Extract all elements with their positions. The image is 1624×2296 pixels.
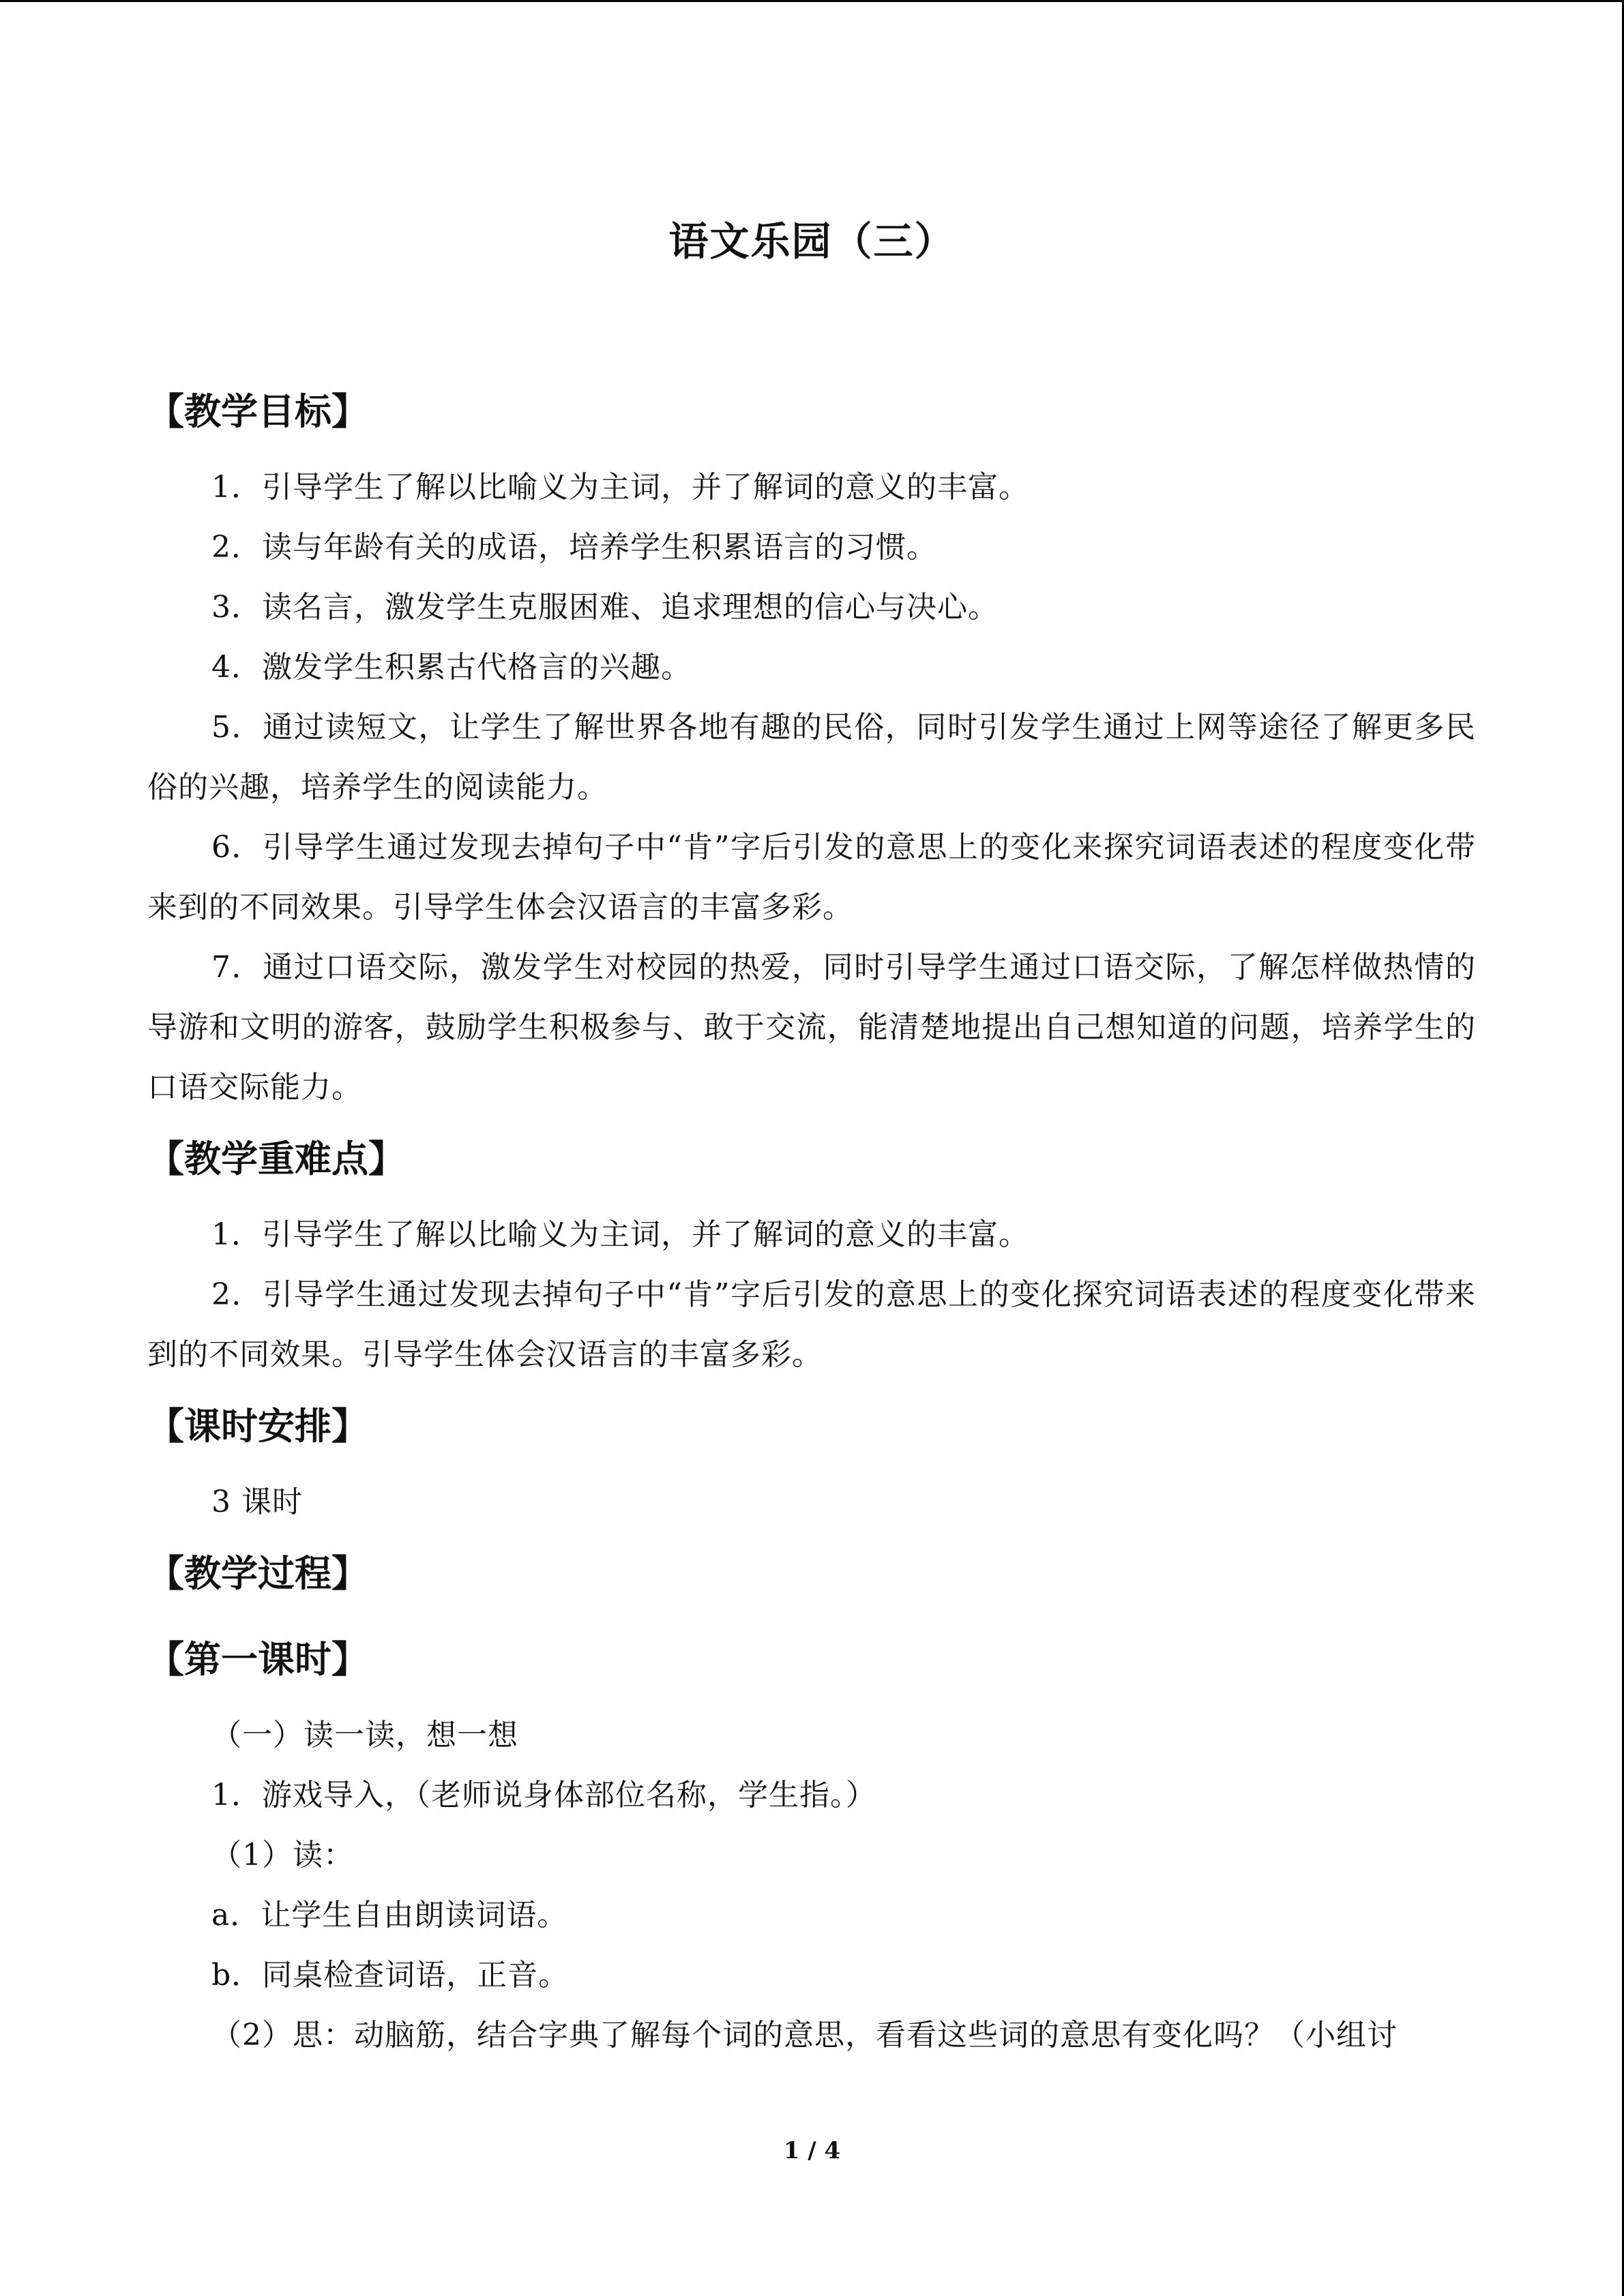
key-points-list <box>147 1205 1476 1385</box>
document-body <box>147 384 1476 2066</box>
section-heading-lesson1: 【第一课时】 <box>147 1637 368 1681</box>
section-heading-goals: 【教学目标】 <box>147 389 368 433</box>
lesson1-item: （1）读： <box>211 1838 354 1873</box>
schedule-text: 3 课时 <box>211 1485 303 1519</box>
goal-item: 6．引导学生通过发现去掉句子中“肯”字后引发的意思上的变化来探究词语表述的程度变化带来到的不同效果。引导学生体会汉语言的丰富多彩。 <box>147 830 1476 925</box>
section-heading-key-points: 【教学重难点】 <box>147 1137 405 1180</box>
document-title: 语文乐园（三） <box>668 218 956 265</box>
section-heading-schedule: 【课时安排】 <box>147 1404 368 1448</box>
lesson1-item: （一）读一读，想一想 <box>211 1718 518 1753</box>
goal-item: 3．读名言，激发学生克服困难、追求理想的信心与决心。 <box>211 590 999 625</box>
goal-item: 1．引导学生了解以比喻义为主词，并了解词的意义的丰富。 <box>211 470 1029 505</box>
key-point-item: 2．引导学生通过发现去掉句子中“肯”字后引发的意思上的变化探究词语表述的程度变化带来到的不同效果。引导学生体会汉语言的丰富多彩。 <box>147 1277 1476 1372</box>
goal-item: 4．激发学生积累古代格言的兴趣。 <box>211 650 692 685</box>
lesson1-item: 1．游戏导入，（老师说身体部位名称，学生指。） <box>211 1778 876 1813</box>
lesson1-item: a．让学生自由朗读词语。 <box>211 1898 568 1933</box>
goal-item: 5．通过读短文，让学生了解世界各地有趣的民俗，同时引发学生通过上网等途径了解更多民俗的兴趣，培养学生的阅读能力。 <box>147 710 1476 805</box>
lesson1-list <box>147 1705 1476 2066</box>
page-number: 1 / 4 <box>783 2137 841 2164</box>
key-point-item: 1．引导学生了解以比喻义为主词，并了解词的意义的丰富。 <box>211 1217 1029 1252</box>
lesson1-item: b．同桌检查词语，正音。 <box>211 1958 570 1993</box>
goal-item: 2．读与年龄有关的成语，培养学生积累语言的习惯。 <box>211 530 937 565</box>
goals-list <box>147 458 1476 1118</box>
schedule-block <box>147 1472 1476 1532</box>
goal-item: 7．通过口语交际，激发学生对校园的热爱，同时引导学生通过口语交际，了解怎样做热情的导游和文明的游客，鼓励学生积极参与、敢于交流，能清楚地提出自己想知道的问题，培养学生的口语交际能力。 <box>147 950 1476 1105</box>
lesson1-item: （2）思：动脑筋，结合字典了解每个词的意思，看看这些词的意思有变化吗？（小组讨 <box>211 2018 1398 2053</box>
section-heading-process: 【教学过程】 <box>147 1551 368 1595</box>
